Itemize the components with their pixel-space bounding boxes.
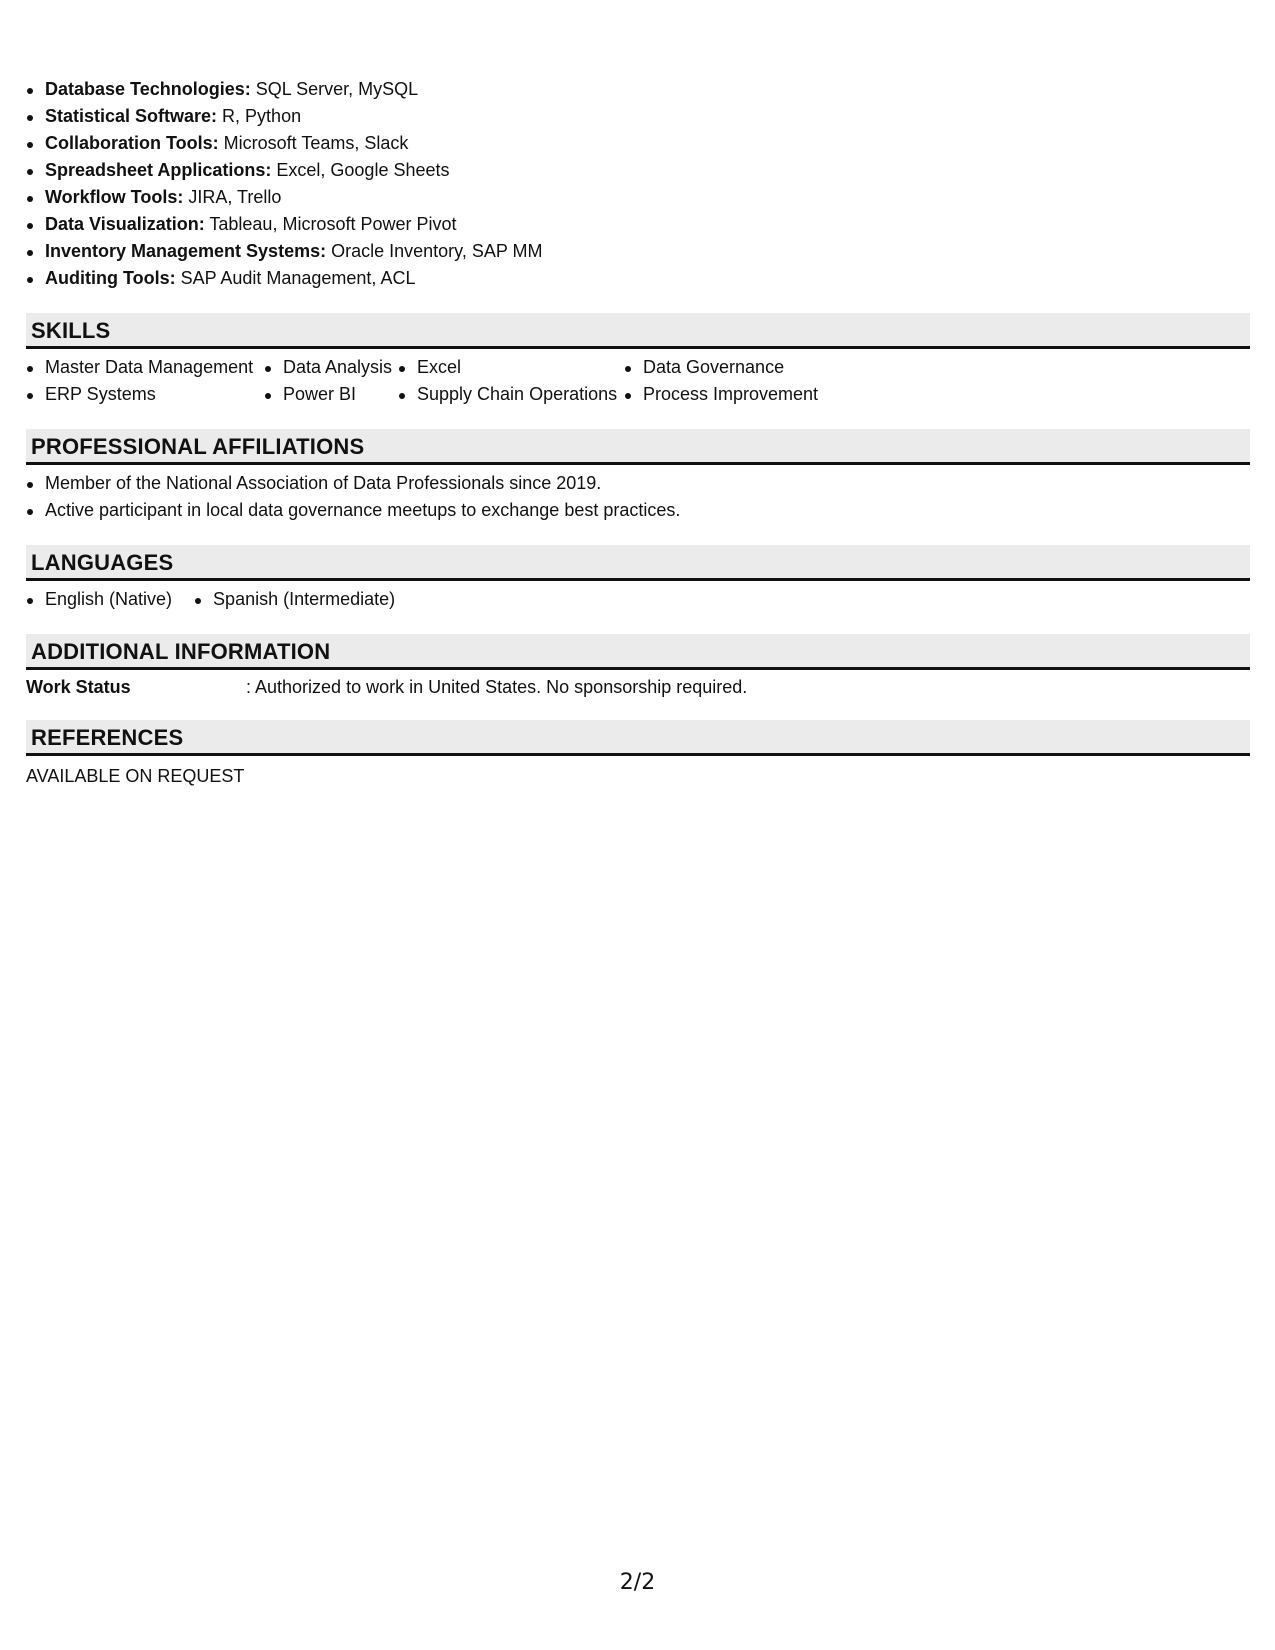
tool-category-value: R, Python bbox=[217, 106, 302, 126]
affiliations-list bbox=[26, 470, 1250, 524]
tool-category-value: Microsoft Teams, Slack bbox=[218, 133, 409, 153]
work-status-label: Work Status bbox=[26, 677, 131, 697]
skill-item: Data Analysis bbox=[264, 354, 398, 381]
skill-item: Data Governance bbox=[624, 354, 844, 381]
tool-category-label: Inventory Management Systems: bbox=[45, 241, 327, 261]
tool-category-label: Statistical Software: bbox=[45, 106, 218, 126]
references-heading: REFERENCES bbox=[26, 720, 1250, 756]
tool-category-label: Database Technologies: bbox=[45, 79, 251, 99]
skill-item: Process Improvement bbox=[624, 381, 844, 408]
list-item bbox=[26, 130, 1250, 157]
tool-category-label: Auditing Tools: bbox=[45, 268, 176, 288]
tool-category-label: Collaboration Tools: bbox=[45, 133, 219, 153]
tool-category-value: SQL Server, MySQL bbox=[250, 79, 419, 99]
list-item bbox=[26, 211, 1250, 238]
tool-category-value: JIRA, Trello bbox=[183, 187, 282, 207]
references-text: AVAILABLE ON REQUEST bbox=[26, 766, 245, 786]
language-column bbox=[194, 586, 395, 613]
language-column bbox=[26, 586, 172, 613]
list-item bbox=[26, 76, 1250, 103]
work-status-value: : Authorized to work in United States. No sponsorship required. bbox=[246, 677, 748, 697]
tool-category-value: SAP Audit Management, ACL bbox=[175, 268, 416, 288]
tool-category-label: Workflow Tools: bbox=[45, 187, 184, 207]
page-number: 2/2 bbox=[619, 1570, 656, 1595]
list-item bbox=[26, 103, 1250, 130]
skill-item: Master Data Management bbox=[26, 354, 264, 381]
resume-page bbox=[26, 76, 1250, 789]
tool-category-label: Spreadsheet Applications: bbox=[45, 160, 272, 180]
skills-column bbox=[264, 354, 398, 408]
tool-category-value: Oracle Inventory, SAP MM bbox=[326, 241, 543, 261]
technical-tools-list bbox=[26, 76, 1250, 292]
languages-heading: LANGUAGES bbox=[26, 545, 1250, 581]
skill-item: Excel bbox=[398, 354, 624, 381]
skills-heading: SKILLS bbox=[26, 313, 1250, 349]
language-item: Spanish (Intermediate) bbox=[194, 586, 395, 613]
tool-category-value: Tableau, Microsoft Power Pivot bbox=[204, 214, 457, 234]
list-item bbox=[26, 184, 1250, 211]
tool-category-value: Excel, Google Sheets bbox=[271, 160, 450, 180]
languages-list bbox=[26, 586, 1250, 613]
tool-category-label: Data Visualization: bbox=[45, 214, 205, 234]
affiliation-item: Member of the National Association of Data Professionals since 2019. bbox=[26, 470, 1250, 497]
language-item: English (Native) bbox=[26, 586, 172, 613]
work-status-row bbox=[26, 675, 1250, 699]
skills-column bbox=[26, 354, 264, 408]
list-item bbox=[26, 157, 1250, 184]
list-item bbox=[26, 238, 1250, 265]
skills-column bbox=[624, 354, 844, 408]
skill-item: Power BI bbox=[264, 381, 398, 408]
affiliation-item: Active participant in local data governance meetups to exchange best practices. bbox=[26, 497, 1250, 524]
skills-grid bbox=[26, 354, 1250, 408]
affiliations-heading: PROFESSIONAL AFFILIATIONS bbox=[26, 429, 1250, 465]
list-item bbox=[26, 265, 1250, 292]
skill-item: ERP Systems bbox=[26, 381, 264, 408]
skills-column bbox=[398, 354, 624, 408]
additional-info-heading: ADDITIONAL INFORMATION bbox=[26, 634, 1250, 670]
skill-item: Supply Chain Operations bbox=[398, 381, 624, 408]
